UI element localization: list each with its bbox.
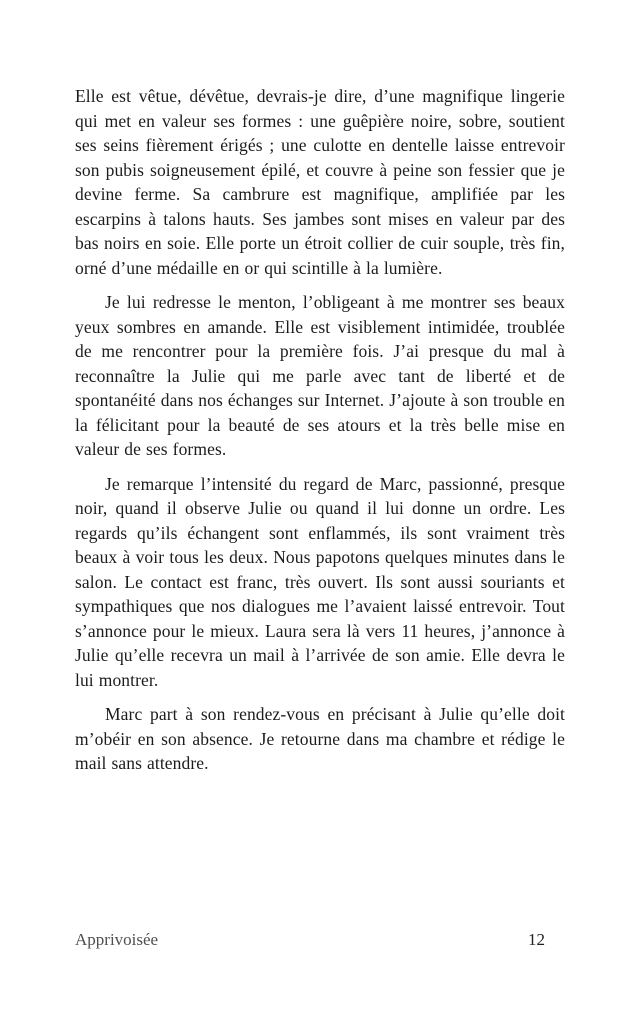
paragraph: Marc part à son rendez-vous en précisant à Julie qu’elle doit m’obéir en son absence. Je retourne dans ma chambre et rédige le mail sans attendre. — [75, 704, 565, 773]
paragraph: Je remarque l’intensité du regard de Marc, passionné, presque noir, quand il observe Julie ou quand il lui donne un ordre. Les regards qu’ils échangent sont enflammés, ils sont vraiment très beaux à voir tous les deux. Nous papotons quelques minutes dans le salon. Le contact est franc, très ouvert. Ils sont aussi souriants et sympathiques que nos dialogues me l’avaient laissé entrevoir. Tout s’annonce pour le mieux. Laura sera là vers 11 heures, j’annonce à Julie qu’elle recevra un mail à l’arrivée de son amie. Elle devra le lui montrer. — [75, 473, 565, 690]
footer-book-title: Apprivoisée — [75, 930, 159, 949]
page-text — [75, 84, 565, 786]
page-footer — [75, 930, 545, 950]
footer-page-number: 12 — [528, 930, 545, 949]
paragraph: Elle est vêtue, dévêtue, devrais-je dire, d’une magnifique lingerie qui met en valeur ses formes : une guêpière noire, sobre, soutient ses seins fièrement érigés ; une culotte en dentelle laisse entrevoir son pubis soigneusement épilé, et couvre à peine son fessier que je devine ferme. Sa cambrure est magnifique, amplifiée par les escarpins à talons hauts. Ses jambes sont mises en valeur par des bas noirs en soie. Elle porte un étroit collier de cuir souple, très fin, orné d’une médaille en or qui scintille à la lumière. — [75, 86, 565, 278]
paragraph: Je lui redresse le menton, l’obligeant à me montrer ses beaux yeux sombres en amande. Elle est visiblement intimidée, troublée de me rencontrer pour la première fois. J’ai presque du mal à reconnaître la Julie qui me parle avec tant de liberté et de spontanéité dans nos échanges sur Internet. J’ajoute à son trouble en la félicitant pour la beauté de ses atours et la très belle mise en valeur de ses formes. — [75, 292, 565, 459]
